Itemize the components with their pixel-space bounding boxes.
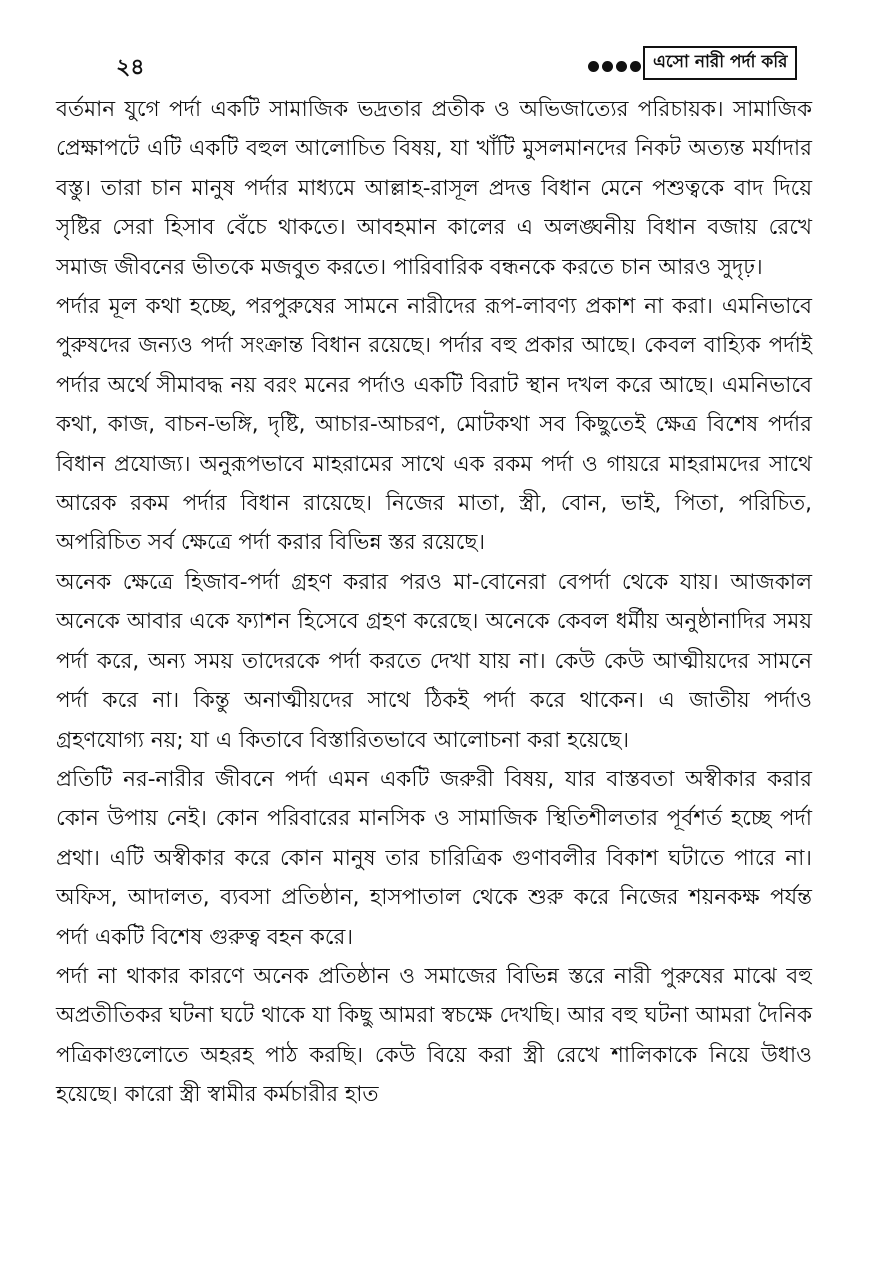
running-title: এসো নারী পর্দা করি [643,46,797,80]
dot-icon [602,61,613,72]
paragraph: অনেক ক্ষেত্রে হিজাব-পর্দা গ্রহণ করার পরও মা-বোনেরা বেপর্দা থেকে যায়। আজকাল অনেকে আবার একে ফ্যাশন হিসেবে গ্রহণ করেছে। অনেকে কেবল ধর্মীয় অনুষ্ঠানাদির সময় পর্দা করে, অন্য সময় তাদেরকে পর্দা করতে দেখা যায় না। কেউ কেউ আত্মীয়দের সামনে পর্দা করে না। কিন্তু অনাত্মীয়দের সাথে ঠিকই পর্দা করে থাকেন। এ জাতীয় পর্দাও গ্রহণযোগ্য নয়; যা এ কিতাবে বিস্তারিতভাবে আলোচনা করা হয়েছে। [56,569,812,753]
dot-icon [616,61,627,72]
paragraph: বর্তমান যুগে পর্দা একটি সামাজিক ভদ্রতার প্রতীক ও অভিজাত্যের পরিচায়ক। সামাজিক প্রেক্ষাপটে এটি একটি বহুল আলোচিত বিষয়, যা খাঁটি মুসলমানদের নিকট অত্যন্ত মর্যাদার বস্তু। তারা চান মানুষ পর্দার মাধ্যমে আল্লাহ-রাসূল প্রদত্ত বিধান মেনে পশুত্বকে বাদ দিয়ে সৃষ্টির সেরা হিসাব বেঁচে থাকতে। আবহমান কালের এ অলঙ্ঘনীয় বিধান বজায় রেখে সমাজ জীবনের ভীতকে মজবুত করতে। পারিবারিক বন্ধনকে করতে চান আরও সুদৃঢ়। [56,97,812,280]
paragraph: প্রতিটি নর-নারীর জীবনে পর্দা এমন একটি জরুরী বিষয়, যার বাস্তবতা অস্বীকার করার কোন উপায় নেই। কোন পরিবারের মানসিক ও সামাজিক স্থিতিশীলতার পূর্বশর্ত হচ্ছে পর্দা প্রথা। এটি অস্বীকার করে কোন মানুষ তার চারিত্রিক গুণাবলীর বিকাশ ঘটাতে পারে না। অফিস, আদালত, ব্যবসা প্রতিষ্ঠান, হাসপাতাল থেকে শুরু করে নিজের শয়নকক্ষ পর্যন্ত পর্দা একটি বিশেষ গুরুত্ব বহন করে। [56,766,812,950]
dot-icon [588,61,599,72]
page-header [0,0,869,90]
paragraph: পর্দার মূল কথা হচ্ছে, পরপুরুষের সামনে নারীদের রূপ-লাবণ্য প্রকাশ না করা। এমনিভাবে পুরুষদের জন্যও পর্দা সংক্রান্ত বিধান রয়েছে। পর্দার বহু প্রকার আছে। কেবল বাহ্যিক পর্দাই পর্দার অর্থে সীমাবদ্ধ নয় বরং মনের পর্দাও একটি বিরাট স্থান দখল করে আছে। এমনিভাবে কথা, কাজ, বাচন-ভঙ্গি, দৃষ্টি, আচার-আচরণ, মোটকথা সব কিছুতেই ক্ষেত্র বিশেষ পর্দার বিধান প্রযোজ্য। অনুরূপভাবে মাহরামের সাথে এক রকম পর্দা ও গায়রে মাহরামদের সাথে আরেক রকম পর্দার বিধান রায়েছে। নিজের মাতা, স্ত্রী, বোন, ভাই, পিতা, পরিচিত, অপরিচিত সর্ব ক্ষেত্রে পর্দা করার বিভিন্ন স্তর রয়েছে। [56,294,812,556]
page-number: ২৪ [116,55,145,80]
dot-icon [630,61,641,72]
paragraph: পর্দা না থাকার কারণে অনেক প্রতিষ্ঠান ও সমাজের বিভিন্ন স্তরে নারী পুরুষের মাঝে বহু অপ্রতীতিকর ঘটনা ঘটে থাকে যা কিছু আমরা স্বচক্ষে দেখছি। আর বহু ঘটনা আমরা দৈনিক পত্রিকাগুলোতে অহরহ পাঠ করছি। কেউ বিয়ে করা স্ত্রী রেখে শালিকাকে নিয়ে উধাও হয়েছে। কারো স্ত্রী স্বামীর কর্মচারীর হাত [56,963,813,1108]
ornament-dots [588,61,641,72]
body-text [56,90,812,1115]
